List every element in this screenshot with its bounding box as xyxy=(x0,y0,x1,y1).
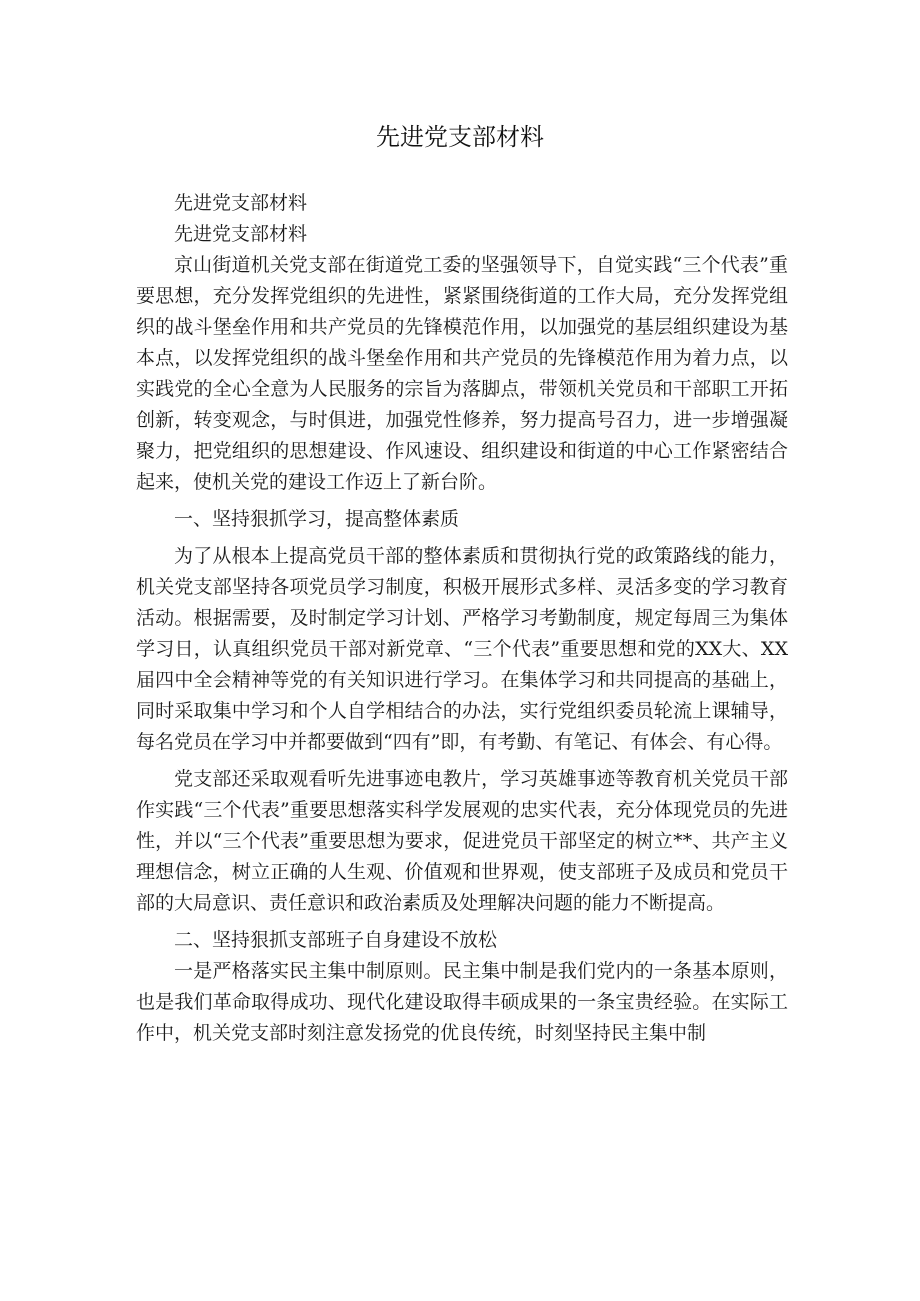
document-title: 先进党支部材料 xyxy=(376,123,544,151)
paragraph-democracy: 一是严格落实民主集中制原则。民主集中制是我们党内的一条基本原则，也是我们革命取得成功、现代化建设取得丰硕成果的一条宝贵经验。在实际工作中，机关党支部时刻注意发扬党的优良传统，时刻坚持民主集中制 xyxy=(136,960,788,1044)
paragraph-study-1: 为了从根本上提高党员干部的整体素质和贯彻执行党的政策路线的能力，机关党支部坚持各项党员学习制度，积极开展形式多样、灵活多变的学习教育活动。根据需要，及时制定学习计划、严格学习考勤制度，规定每周三为集体学习日，认真组织党员干部对新党章、“三个代表”重要思想和党的XX大、XX届四中全会精神等党的有关知识进行学习。在集体学习和共同提高的基础上，同时采取集中学习和个人自学相结合的办法，实行党组织委员轮流上课辅导，每名党员在学习中并都要做到“四有”即，有考勤、有笔记、有体会、有心得。 xyxy=(136,545,788,753)
paragraph-subtitle-1: 先进党支部材料 xyxy=(174,192,308,214)
paragraph-subtitle-2: 先进党支部材料 xyxy=(174,223,308,245)
paragraph-study-2: 党支部还采取观看听先进事迹电教片，学习英雄事迹等教育机关党员干部作实践“三个代表”重要思想落实科学发展观的忠实代表，充分体现党员的先进性，并以“三个代表”重要思想为要求，促进党员干部坚定的树立**、共产主义理想信念，树立正确的人生观、价值观和世界观，使支部班子及成员和党员干部的大局意识、责任意识和政治素质及处理解决问题的能力不断提高。 xyxy=(136,768,788,914)
paragraph-intro: 京山街道机关党支部在街道党工委的坚强领导下，自觉实践“三个代表”重要思想，充分发挥党组织的先进性，紧紧围绕街道的工作大局，充分发挥党组织的战斗堡垒作用和共产党员的先锋模范作用，以加强党的基层组织建设为基本点，以发挥党组织的战斗堡垒作用和共产党员的先锋模范作用为着力点，以实践党的全心全意为人民服务的宗旨为落脚点，带领机关党员和干部职工开拓创新，转变观念，与时俱进，加强党性修养，努力提高号召力，进一步增强凝聚力，把党组织的思想建设、作风速设、组织建设和街道的中心工作紧密结合起来，使机关党的建设工作迈上了新台阶。 xyxy=(136,254,788,493)
document-body xyxy=(136,188,788,1049)
section-heading-1: 一、坚持狠抓学习，提高整体素质 xyxy=(174,508,460,530)
section-heading-2: 二、坚持狠抓支部班子自身建设不放松 xyxy=(174,929,498,951)
